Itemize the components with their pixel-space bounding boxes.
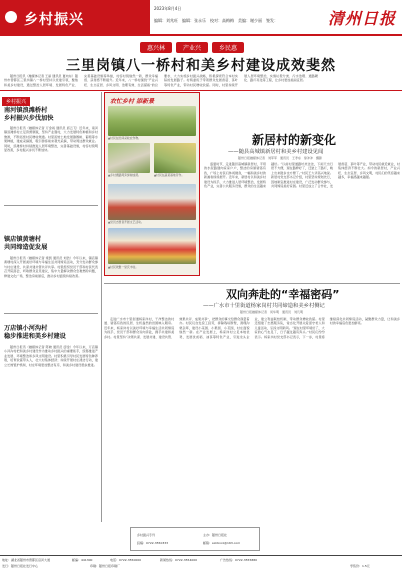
column-divider xyxy=(4,313,98,314)
photo-caption: ▲村民欢聚一堂庆丰收。 xyxy=(108,265,139,269)
feature-paragraph: 走进广水市十里街道杨家岗村，干净整洁的村道、错落有致的民居、生机盎然的田园映入眼帘。近年来，杨家岗村以美好环境与幸福生活共同缔造为抓手，党员干部和群众双向奔赴，携手共建和美乡村。村里坚持“决策共谋、发展共建、建设共管、效果共评、成果共享”，把群众的事交给群众商量着办。村民们自发投工投劳，拆除残垣断壁，清理沟渠杂草，建设小菜园、小果园、小花园，村庄面貌焕然一新。在产业发展上，杨家岗村立足本地优势，发展优质稻、油茶等特色产业，引进龙头企业，建立利益联结机制，带动群众增收致富。村里还组建了志愿服务队，常态化开展关爱留守老人和儿童活动，弘扬文明新风。“现在村里环境好了，大家的心气也足了，日子越过越有奔头。”村民们纷纷表示。杨家岗村党支部书记表示，下一步，村里将继续深化共同缔造活动，凝聚群众力量，让和美乡村的幸福底色更加鲜亮。 xyxy=(104,317,400,339)
page-header xyxy=(0,0,402,36)
article-body xyxy=(4,345,98,521)
footer-item: 电话：0722-3550000 xyxy=(110,558,142,562)
footer-item: 邮编：441300 xyxy=(72,558,93,562)
feature-body xyxy=(204,162,400,280)
feature-byline: 随州日报融媒体记者 何华明 通讯员 刘凡明 xyxy=(240,310,304,314)
footer-item: 地址：湖北省随州市曾都区沿河大道 xyxy=(2,558,51,562)
headline-tag: 惠兴林 xyxy=(140,42,172,53)
feature-title: 双向奔赴的“幸福密码” xyxy=(226,288,340,301)
headline-tags xyxy=(140,42,244,53)
masthead: 清州日报 xyxy=(327,9,396,28)
issue-date: 2023年8月4日 xyxy=(154,6,182,11)
footer-item: 零售价：1.5元 xyxy=(350,564,370,568)
photo-caption: ▲村民在田间采收农作物。 xyxy=(108,136,141,140)
paper-logo-icon xyxy=(5,11,17,23)
article-paragraph: 随州日报讯（融媒体记者 陈晓 通讯员 廖金）今年以来，万店镇小河沟村把和美乡村建设作为推动乡村振兴的重要抓手，统筹推进产业发展、环境整治和乡风文明建设。村里积极引导村民发展特色种养殖，培育致富带头人，壮大村集体经济；持续开展村庄清洁行动，建立长效管护机制，村庄环境更加整洁有序，和美乡村建设稳步推进。 xyxy=(4,345,98,367)
article-title: 万店镇小河沟村 稳步推进和美乡村建设 xyxy=(4,325,66,340)
article-paragraph: 随州日报讯（融媒体记者 梁凯 通讯员 刘浩）今年以来，镇店镇黄塘村深入开展美好环境与幸福生活共同缔造活动，充分发动群众参与村庄建设，共谋共建共管共评共享。村里组织党员干部和村民代表召开院落会，听取群众意见建议，集中力量解决群众急难愁盼问题，修建文化广场，整治房前屋后，推动乡村面貌持续改善。 xyxy=(4,256,98,278)
column-divider xyxy=(101,92,102,522)
photo-farm xyxy=(154,143,196,173)
publisher-footer xyxy=(0,555,402,569)
footer-item: 新闻热线：0722-3554000 xyxy=(160,558,198,562)
photo-panel-title: 农忙乡村 添新景 xyxy=(110,98,155,105)
lead-article-paragraph: 随州日报讯（融媒体记者 王丽 通讯员 夏向东）随州市曾都区三里岗镇八一桥村坚持以党建引领，聚焦和美乡村建设，通过整治人居环境、发展特色产业、完善基础设施等举措，村容村貌焕然一新，群众幸福感、获得感不断提升。近年来，八一桥村围绕“产业兴旺、生态宜居、乡风文明、治理有效、生活富裕”的总要求，大力实施乡村振兴战略，积极探索符合本村实际的发展路子。村两委班子带领群众发展香菇、茶叶等特色产业，带动村民增收致富。同时，村里持续开展人居环境整治，实施垃圾分类、污水治理、道路硬化、路灯亮化等工程，让乡村更加美丽宜居。 xyxy=(4,74,318,87)
editor-credits: 编辑：刘兆旺 编辑：张永乐 校对：高梅梅 美编：谢少丽 签发： xyxy=(154,18,278,23)
header-meta xyxy=(150,0,402,36)
photo-volunteers xyxy=(108,184,196,220)
footer-item: 印刷：随州日报印刷厂 xyxy=(90,564,121,568)
article-title: 南河镇浪滩桥村 乡村振兴步伐加快 xyxy=(4,107,54,122)
article-body xyxy=(4,256,98,310)
column-divider xyxy=(4,205,98,206)
lead-article-body xyxy=(4,74,398,88)
photo-caption: ▲村民在蔬菜基地劳作。 xyxy=(154,173,185,177)
contact-box xyxy=(130,527,260,551)
feature-subtitle: ——随县高城镇新居村和美乡村建设见闻 xyxy=(228,149,324,155)
feature-paragraph: 盛夏时节，走进随县高城镇新居村，平坦的水泥路通向家家户户，整洁的房屋错落有致，广场上村民们休闲健身，一幅和美乡村的新画卷徐徐展开。近年来，新居村以和美乡村建设为抓手，大力推进人居环境整治，发展特色产业，完善公共服务设施，群众的生活越来越好。“以前村里道路坑坑洼洼，下雨天出行很不方便，现在路修好了，还装上了路灯，晚上出来散步也方便了。”村民王大爷高兴地说。新居村党支部书记介绍，村里坚持规划先行，因地制宜推进村庄建设，广泛发动群众参与，共同缔造美好家园。村里还成立了合作社，发展香菇、茶叶等产业，带动村民就近就业，村集体经济不断壮大。如今的新居村，产业兴旺、生态宜居、乡风文明，村民们的笑容越来越多，幸福感越来越强。 xyxy=(204,162,400,189)
photo-caption: ▲乡村道路两旁绿树成荫。 xyxy=(108,173,141,177)
photo-celebration xyxy=(108,228,196,264)
photo-caption: ▲党员志愿者开展文艺活动。 xyxy=(108,220,144,224)
feature-subtitle: ——广水市十里街道杨家岗村共同缔造和美乡村侧记 xyxy=(203,303,325,309)
column-label: 乡村振兴 xyxy=(2,97,30,106)
section-divider xyxy=(0,90,402,91)
photo-road xyxy=(108,143,150,173)
feature-body xyxy=(104,317,400,521)
contact-line: 乡村振兴专刊 xyxy=(137,533,156,537)
section-divider xyxy=(104,283,400,284)
article-title: 镇店镇黄塘村 共同缔造促发展 xyxy=(4,236,48,251)
footer-item: 发行：随州日报社发行中心 xyxy=(2,564,39,568)
section-title: 乡村振兴 xyxy=(24,12,84,28)
feature-title: 新居村的新变化 xyxy=(252,133,337,147)
headline-tag: 乡民惠 xyxy=(212,42,244,53)
footer-item: 广告热线：0722-3555880 xyxy=(220,558,258,562)
contact-line: 邮箱：sizrbxcz@163.com xyxy=(203,541,241,545)
photo-field xyxy=(108,106,196,136)
main-headline: 三里岗镇八一桥村和美乡村建设成效斐然 xyxy=(66,58,336,74)
article-paragraph: 随州日报讯（融媒体记者 万金雨 通讯员 邱云飞）近年来，南河镇浪滩桥村立足资源禀赋，坚持产业强村，大力发展特色种植和乡村旅游，不断拓宽村民增收渠道。村里流转土地发展猕猴桃、葡萄等水果种植，建成采摘园，吸引游客前来观光采摘，带动周边群众就业。同时，浪滩桥村持续推进人居环境整治，完善基础设施，村容村貌明显改善，乡村振兴步伐不断加快。 xyxy=(4,126,98,153)
article-body xyxy=(4,126,98,202)
contact-line: 投稿：0722-3550333 xyxy=(137,541,169,545)
feature-byline: 随州日报融媒体记者 刘军军 通讯员 王孝东 徐冲冲 摄影 xyxy=(238,156,323,160)
headline-tag: 产业兴 xyxy=(176,42,208,53)
contact-line: 主办：随州日报社 xyxy=(203,533,228,537)
header-rule xyxy=(150,34,402,36)
section-band xyxy=(0,0,150,36)
